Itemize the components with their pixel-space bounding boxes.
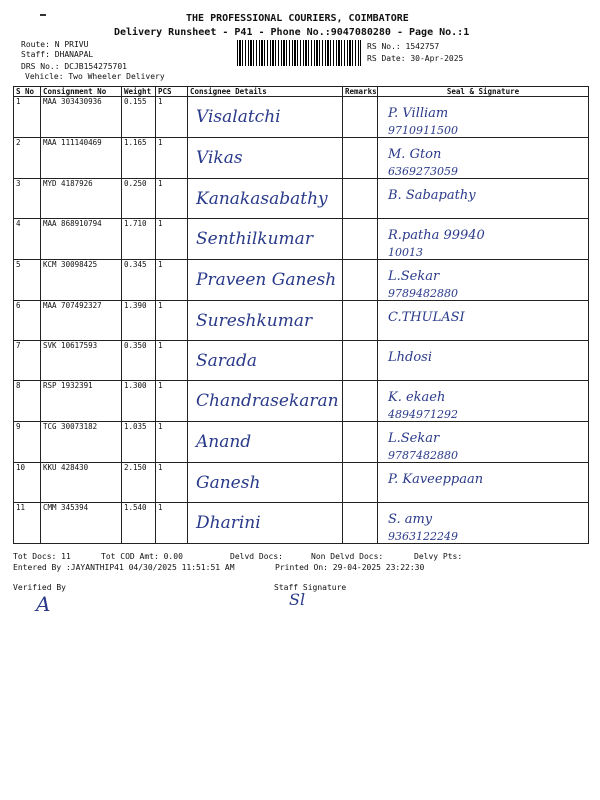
remarks-cell xyxy=(343,179,378,219)
verified-by-signature: A xyxy=(36,592,51,616)
pcs-cell: 1 xyxy=(156,422,188,463)
signature-phone xyxy=(380,487,586,491)
consignee-name: Ganesh xyxy=(196,473,261,493)
remarks-cell xyxy=(343,219,378,260)
consignment-cell: SVK 10617593 xyxy=(41,341,122,381)
consignee-cell xyxy=(188,179,343,219)
pcs-cell: 1 xyxy=(156,503,188,544)
weight-cell: 1.035 xyxy=(122,422,156,463)
col-consignment-no: Consignment No xyxy=(41,87,122,97)
consignee-name: Dharini xyxy=(196,513,261,533)
weight-cell: 0.250 xyxy=(122,179,156,219)
col-sno: S No xyxy=(14,87,41,97)
sno-cell: 10 xyxy=(14,463,41,503)
consignment-cell: MYD 4187926 xyxy=(41,179,122,219)
route-label: Route: N PRIVU xyxy=(21,40,89,49)
pcs-cell: 1 xyxy=(156,341,188,381)
signature-phone xyxy=(380,203,586,207)
barcode xyxy=(237,40,361,66)
consignee-name: Anand xyxy=(196,432,252,452)
signature-cell xyxy=(378,97,589,138)
consignment-cell: MAA 868910794 xyxy=(41,219,122,260)
pcs-cell: 1 xyxy=(156,219,188,260)
non-delivered-docs: Non Delvd Docs: xyxy=(311,552,384,561)
pcs-cell: 1 xyxy=(156,138,188,179)
table-row xyxy=(14,503,589,544)
table-row xyxy=(14,138,589,179)
signature-cell xyxy=(378,341,589,381)
signature-text: L.Sekar xyxy=(388,269,440,284)
company-name: THE PROFESSIONAL COURIERS, COIMBATORE xyxy=(186,13,409,24)
consignee-name: Vikas xyxy=(196,148,243,168)
consignee-name: Kanakasabathy xyxy=(196,189,328,209)
consignee-cell xyxy=(188,97,343,138)
remarks-cell xyxy=(343,422,378,463)
consignment-cell: MAA 111140469 xyxy=(41,138,122,179)
signature-cell xyxy=(378,381,589,422)
consignment-cell: MAA 707492327 xyxy=(41,301,122,341)
table-row xyxy=(14,260,589,301)
consignee-cell xyxy=(188,301,343,341)
total-cod: Tot COD Amt: 0.00 xyxy=(101,552,183,561)
signature-phone xyxy=(380,365,586,369)
verified-by-label: Verified By xyxy=(13,583,66,592)
signature-phone: 6369273059 xyxy=(388,165,458,178)
remarks-cell xyxy=(343,138,378,179)
remarks-cell xyxy=(343,463,378,503)
col-consignee: Consignee Details xyxy=(188,87,343,97)
col-seal-signature: Seal & Signature xyxy=(378,87,589,97)
signature-text: P. Villiam xyxy=(388,106,449,121)
delivery-points: Delvy Pts: xyxy=(414,552,463,561)
consignee-cell xyxy=(188,503,343,544)
signature-text: K. ekaeh xyxy=(388,390,446,405)
consignment-cell: CMM 345394 xyxy=(41,503,122,544)
sno-cell: 3 xyxy=(14,179,41,219)
table-row xyxy=(14,341,589,381)
consignee-name: Praveen Ganesh xyxy=(196,270,337,290)
signature-phone: 9789482880 xyxy=(388,287,458,300)
signature-phone: 9787482880 xyxy=(388,449,458,462)
consignment-cell: TCG 30073182 xyxy=(41,422,122,463)
remarks-cell xyxy=(343,260,378,301)
signature-text: L.Sekar xyxy=(388,431,440,446)
staff-label: Staff: DHANAPAL xyxy=(21,50,94,59)
consignee-cell xyxy=(188,341,343,381)
signature-text: P. Kaveeppaan xyxy=(388,472,484,487)
signature-phone: 9363122249 xyxy=(388,530,458,543)
signature-text: S. amy xyxy=(388,512,433,527)
entered-by: Entered By :JAYANTHIP41 04/30/2025 11:51:51 AM xyxy=(13,563,235,572)
weight-cell: 0.155 xyxy=(122,97,156,138)
sno-cell: 2 xyxy=(14,138,41,179)
consignee-name: Visalatchi xyxy=(196,107,281,127)
signature-text: Lhdosi xyxy=(388,350,432,365)
table-row xyxy=(14,301,589,341)
signature-text: R.patha 99940 xyxy=(388,228,485,243)
pcs-cell: 1 xyxy=(156,381,188,422)
corner-mark xyxy=(40,14,46,16)
consignee-cell xyxy=(188,422,343,463)
signature-phone: 10013 xyxy=(388,246,423,259)
runsheet-title: Delivery Runsheet - P41 - Phone No.:9047080280 - Page No.:1 xyxy=(114,27,470,38)
table-row xyxy=(14,97,589,138)
signature-cell xyxy=(378,301,589,341)
pcs-cell: 1 xyxy=(156,301,188,341)
consignee-name: Sureshkumar xyxy=(196,311,313,331)
pcs-cell: 1 xyxy=(156,260,188,301)
delivered-docs: Delvd Docs: xyxy=(230,552,283,561)
signature-cell xyxy=(378,503,589,544)
table-header-row xyxy=(14,87,589,97)
remarks-cell xyxy=(343,503,378,544)
remarks-cell xyxy=(343,341,378,381)
consignee-cell xyxy=(188,138,343,179)
vehicle-label: Vehicle: Two Wheeler Delivery xyxy=(25,72,165,81)
signature-phone xyxy=(380,325,586,329)
sno-cell: 7 xyxy=(14,341,41,381)
signature-cell xyxy=(378,422,589,463)
table-row xyxy=(14,219,589,260)
total-docs: Tot Docs: 11 xyxy=(13,552,71,561)
signature-cell xyxy=(378,260,589,301)
signature-text: B. Sabapathy xyxy=(388,188,476,203)
table-row xyxy=(14,463,589,503)
weight-cell: 0.350 xyxy=(122,341,156,381)
consignment-cell: RSP 1932391 xyxy=(41,381,122,422)
consignee-cell xyxy=(188,260,343,301)
staff-signature-label: Staff Signature xyxy=(274,583,347,592)
weight-cell: 1.540 xyxy=(122,503,156,544)
signature-cell xyxy=(378,463,589,503)
sno-cell: 9 xyxy=(14,422,41,463)
table-row xyxy=(14,179,589,219)
sno-cell: 1 xyxy=(14,97,41,138)
rs-date: RS Date: 30-Apr-2025 xyxy=(367,54,464,63)
consignee-cell xyxy=(188,219,343,260)
signature-text: C.THULASI xyxy=(388,310,465,325)
sno-cell: 4 xyxy=(14,219,41,260)
weight-cell: 1.165 xyxy=(122,138,156,179)
sno-cell: 11 xyxy=(14,503,41,544)
consignee-name: Senthilkumar xyxy=(196,229,313,249)
consignment-cell: MAA 303430936 xyxy=(41,97,122,138)
weight-cell: 1.710 xyxy=(122,219,156,260)
remarks-cell xyxy=(343,301,378,341)
col-weight: Weight xyxy=(122,87,156,97)
table-row xyxy=(14,422,589,463)
runsheet-table xyxy=(13,86,589,544)
staff-signature-mark: Sl xyxy=(289,590,306,609)
rs-number: RS No.: 1542757 xyxy=(367,42,440,51)
signature-text: M. Gton xyxy=(388,147,442,162)
consignee-name: Sarada xyxy=(196,351,258,371)
consignee-cell xyxy=(188,381,343,422)
printed-on: Printed On: 29-04-2025 23:22:30 xyxy=(275,563,425,572)
pcs-cell: 1 xyxy=(156,97,188,138)
drs-number: DRS No.: DCJB154275701 xyxy=(21,62,127,71)
signature-cell xyxy=(378,138,589,179)
weight-cell: 0.345 xyxy=(122,260,156,301)
consignment-cell: KCM 30098425 xyxy=(41,260,122,301)
sno-cell: 8 xyxy=(14,381,41,422)
weight-cell: 2.150 xyxy=(122,463,156,503)
sno-cell: 5 xyxy=(14,260,41,301)
signature-cell xyxy=(378,219,589,260)
pcs-cell: 1 xyxy=(156,463,188,503)
signature-cell xyxy=(378,179,589,219)
table-row xyxy=(14,381,589,422)
remarks-cell xyxy=(343,381,378,422)
signature-phone: 9710911500 xyxy=(388,124,458,137)
remarks-cell xyxy=(343,97,378,138)
consignment-cell: KKU 428430 xyxy=(41,463,122,503)
pcs-cell: 1 xyxy=(156,179,188,219)
weight-cell: 1.390 xyxy=(122,301,156,341)
col-remarks: Remarks xyxy=(343,87,378,97)
col-pcs: PCS xyxy=(156,87,188,97)
consignee-cell xyxy=(188,463,343,503)
sno-cell: 6 xyxy=(14,301,41,341)
signature-phone: 4894971292 xyxy=(388,408,458,421)
weight-cell: 1.300 xyxy=(122,381,156,422)
consignee-name: Chandrasekaran xyxy=(196,391,339,411)
